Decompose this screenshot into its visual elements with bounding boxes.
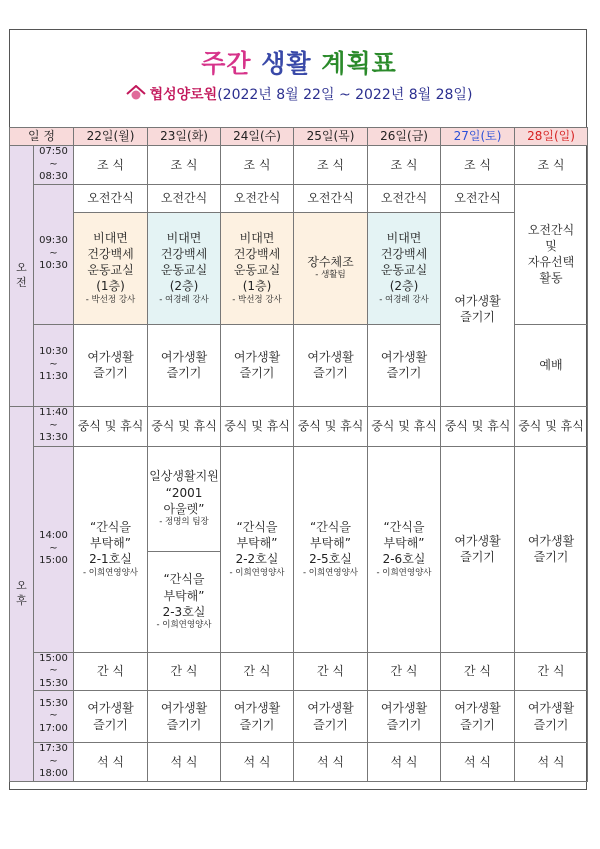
exercise-class-cell: 비대면 건강백세 운동교실 (1층) - 박선정 강사 xyxy=(221,212,294,324)
snack-cell: 간 식 xyxy=(148,652,221,691)
title-word-2: 생활 xyxy=(261,49,312,78)
time-cell: 15:00 ~ 15:30 xyxy=(34,652,74,691)
dinner-cell: 석 식 xyxy=(74,743,148,782)
day-label: 일 정 xyxy=(10,128,74,146)
breakfast-cell: 조 식 xyxy=(294,146,368,185)
leisure-cell: 여가생활 즐기기 xyxy=(368,691,441,743)
snack-cell: 간 식 xyxy=(294,652,368,691)
breakfast-cell: 조 식 xyxy=(221,146,294,185)
subtitle xyxy=(10,84,588,104)
time-cell: 09:30 ~ 10:30 xyxy=(34,184,74,324)
am-snack-cell: 오전간식 xyxy=(294,184,368,212)
dinner-cell: 석 식 xyxy=(221,743,294,782)
lunch-cell: 중식 및 휴식 xyxy=(515,406,588,446)
dinner-cell: 석 식 xyxy=(294,743,368,782)
snack-cell: 간 식 xyxy=(368,652,441,691)
breakfast-cell: 조 식 xyxy=(515,146,588,185)
schedule-table xyxy=(9,127,588,782)
time-cell: 07:50 ~ 08:30 xyxy=(34,146,74,185)
lunch-cell: 중식 및 휴식 xyxy=(74,406,148,446)
worship-cell: 예배 xyxy=(515,324,588,406)
snack-program-cell: “간식을 부탁해” 2-1호실 - 이희연영양사 xyxy=(74,446,148,652)
lunch-cell: 중식 및 휴식 xyxy=(294,406,368,446)
dinner-cell: 석 식 xyxy=(368,743,441,782)
dinner-cell: 석 식 xyxy=(441,743,515,782)
lunch-cell: 중식 및 휴식 xyxy=(221,406,294,446)
lunch-cell: 중식 및 휴식 xyxy=(148,406,221,446)
breakfast-cell: 조 식 xyxy=(148,146,221,185)
time-cell: 17:30 ~ 18:00 xyxy=(34,743,74,782)
row-am-snack xyxy=(10,184,588,212)
leisure-cell: 여가생활 즐기기 xyxy=(148,691,221,743)
day-header-saturday: 27일(토) xyxy=(441,128,515,146)
longevity-exercise-cell: 장수체조 - 생활팀 xyxy=(294,212,368,324)
am-snack-cell: 오전간식 xyxy=(441,184,515,212)
am-snack-cell: 오전간식 xyxy=(368,184,441,212)
day-header: 23일(화) xyxy=(148,128,221,146)
row-dinner xyxy=(10,743,588,782)
exercise-class-cell: 비대면 건강백세 운동교실 (1층) - 박선정 강사 xyxy=(74,212,148,324)
title-word-3: 계획표 xyxy=(321,49,397,78)
snack-cell: 간 식 xyxy=(221,652,294,691)
dinner-cell: 석 식 xyxy=(515,743,588,782)
header-row xyxy=(10,128,588,146)
exercise-class-cell: 비대면 건강백세 운동교실 (2층) - 여경례 강사 xyxy=(368,212,441,324)
snack-program-cell: “간식을 부탁해” 2-2호실 - 이희연영양사 xyxy=(221,446,294,652)
am-snack-cell: 오전간식 xyxy=(148,184,221,212)
breakfast-cell: 조 식 xyxy=(441,146,515,185)
day-header: 24일(수) xyxy=(221,128,294,146)
leisure-cell: 여가생활 즐기기 xyxy=(368,324,441,406)
am-snack-cell: 오전간식 xyxy=(74,184,148,212)
time-cell: 14:00 ~ 15:00 xyxy=(34,446,74,652)
page-title xyxy=(10,44,588,80)
leisure-cell: 여가생활 즐기기 xyxy=(441,446,515,652)
snack-program-cell: “간식을 부탁해” 2-5호실 - 이희연영양사 xyxy=(294,446,368,652)
daily-support-cell: 일상생활지원 “2001 아울렛” - 정명의 팀장 xyxy=(148,446,221,551)
leisure-cell: 여가생활 즐기기 xyxy=(515,446,588,652)
row-snack xyxy=(10,652,588,691)
day-header-sunday: 28일(일) xyxy=(515,128,588,146)
time-cell: 10:30 ~ 11:30 xyxy=(34,324,74,406)
snack-program-cell: “간식을 부탁해” 2-6호실 - 이희연영양사 xyxy=(368,446,441,652)
exercise-class-cell: 비대면 건강백세 운동교실 (2층) - 여경례 강사 xyxy=(148,212,221,324)
lunch-cell: 중식 및 휴식 xyxy=(368,406,441,446)
row-lunch xyxy=(10,406,588,446)
row-breakfast xyxy=(10,146,588,185)
house-logo-icon xyxy=(126,85,146,101)
am-snack-cell: 오전간식 xyxy=(221,184,294,212)
dinner-cell: 석 식 xyxy=(148,743,221,782)
snack-cell: 간 식 xyxy=(74,652,148,691)
leisure-cell: 여가생활 즐기기 xyxy=(294,324,368,406)
leisure-cell: 여가생활 즐기기 xyxy=(221,324,294,406)
leisure-cell: 여가생활 즐기기 xyxy=(74,691,148,743)
breakfast-cell: 조 식 xyxy=(368,146,441,185)
leisure-cell: 여가생활 즐기기 xyxy=(441,691,515,743)
day-header: 26일(금) xyxy=(368,128,441,146)
time-cell: 15:30 ~ 17:00 xyxy=(34,691,74,743)
leisure-cell: 여가생활 즐기기 xyxy=(148,324,221,406)
section-am: 오 전 xyxy=(10,146,34,407)
sunday-am-activity-cell: 오전간식 및 자유선택 활동 xyxy=(515,184,588,324)
period-text: (2022년 8월 22일 ~ 2022년 8월 28일) xyxy=(217,87,473,103)
section-pm: 오 후 xyxy=(10,406,34,781)
title-word-1: 주간 xyxy=(201,49,252,78)
row-afternoon-top xyxy=(10,446,588,551)
row-exercise xyxy=(10,212,588,324)
lunch-cell: 중식 및 휴식 xyxy=(441,406,515,446)
snack-cell: 간 식 xyxy=(515,652,588,691)
leisure-cell: 여가생활 즐기기 xyxy=(294,691,368,743)
day-header: 25일(목) xyxy=(294,128,368,146)
snack-program-cell: “간식을 부탁해” 2-3호실 - 이희연영양사 xyxy=(148,551,221,652)
leisure-cell: 여가생활 즐기기 xyxy=(515,691,588,743)
day-header: 22일(월) xyxy=(74,128,148,146)
org-name: 협성양로원 xyxy=(149,87,218,103)
breakfast-cell: 조 식 xyxy=(74,146,148,185)
time-cell: 11:40 ~ 13:30 xyxy=(34,406,74,446)
snack-cell: 간 식 xyxy=(441,652,515,691)
leisure-cell: 여가생활 즐기기 xyxy=(221,691,294,743)
row-leisure-pm xyxy=(10,691,588,743)
saturday-leisure-cell: 여가생활 즐기기 xyxy=(441,212,515,406)
leisure-cell: 여가생활 즐기기 xyxy=(74,324,148,406)
